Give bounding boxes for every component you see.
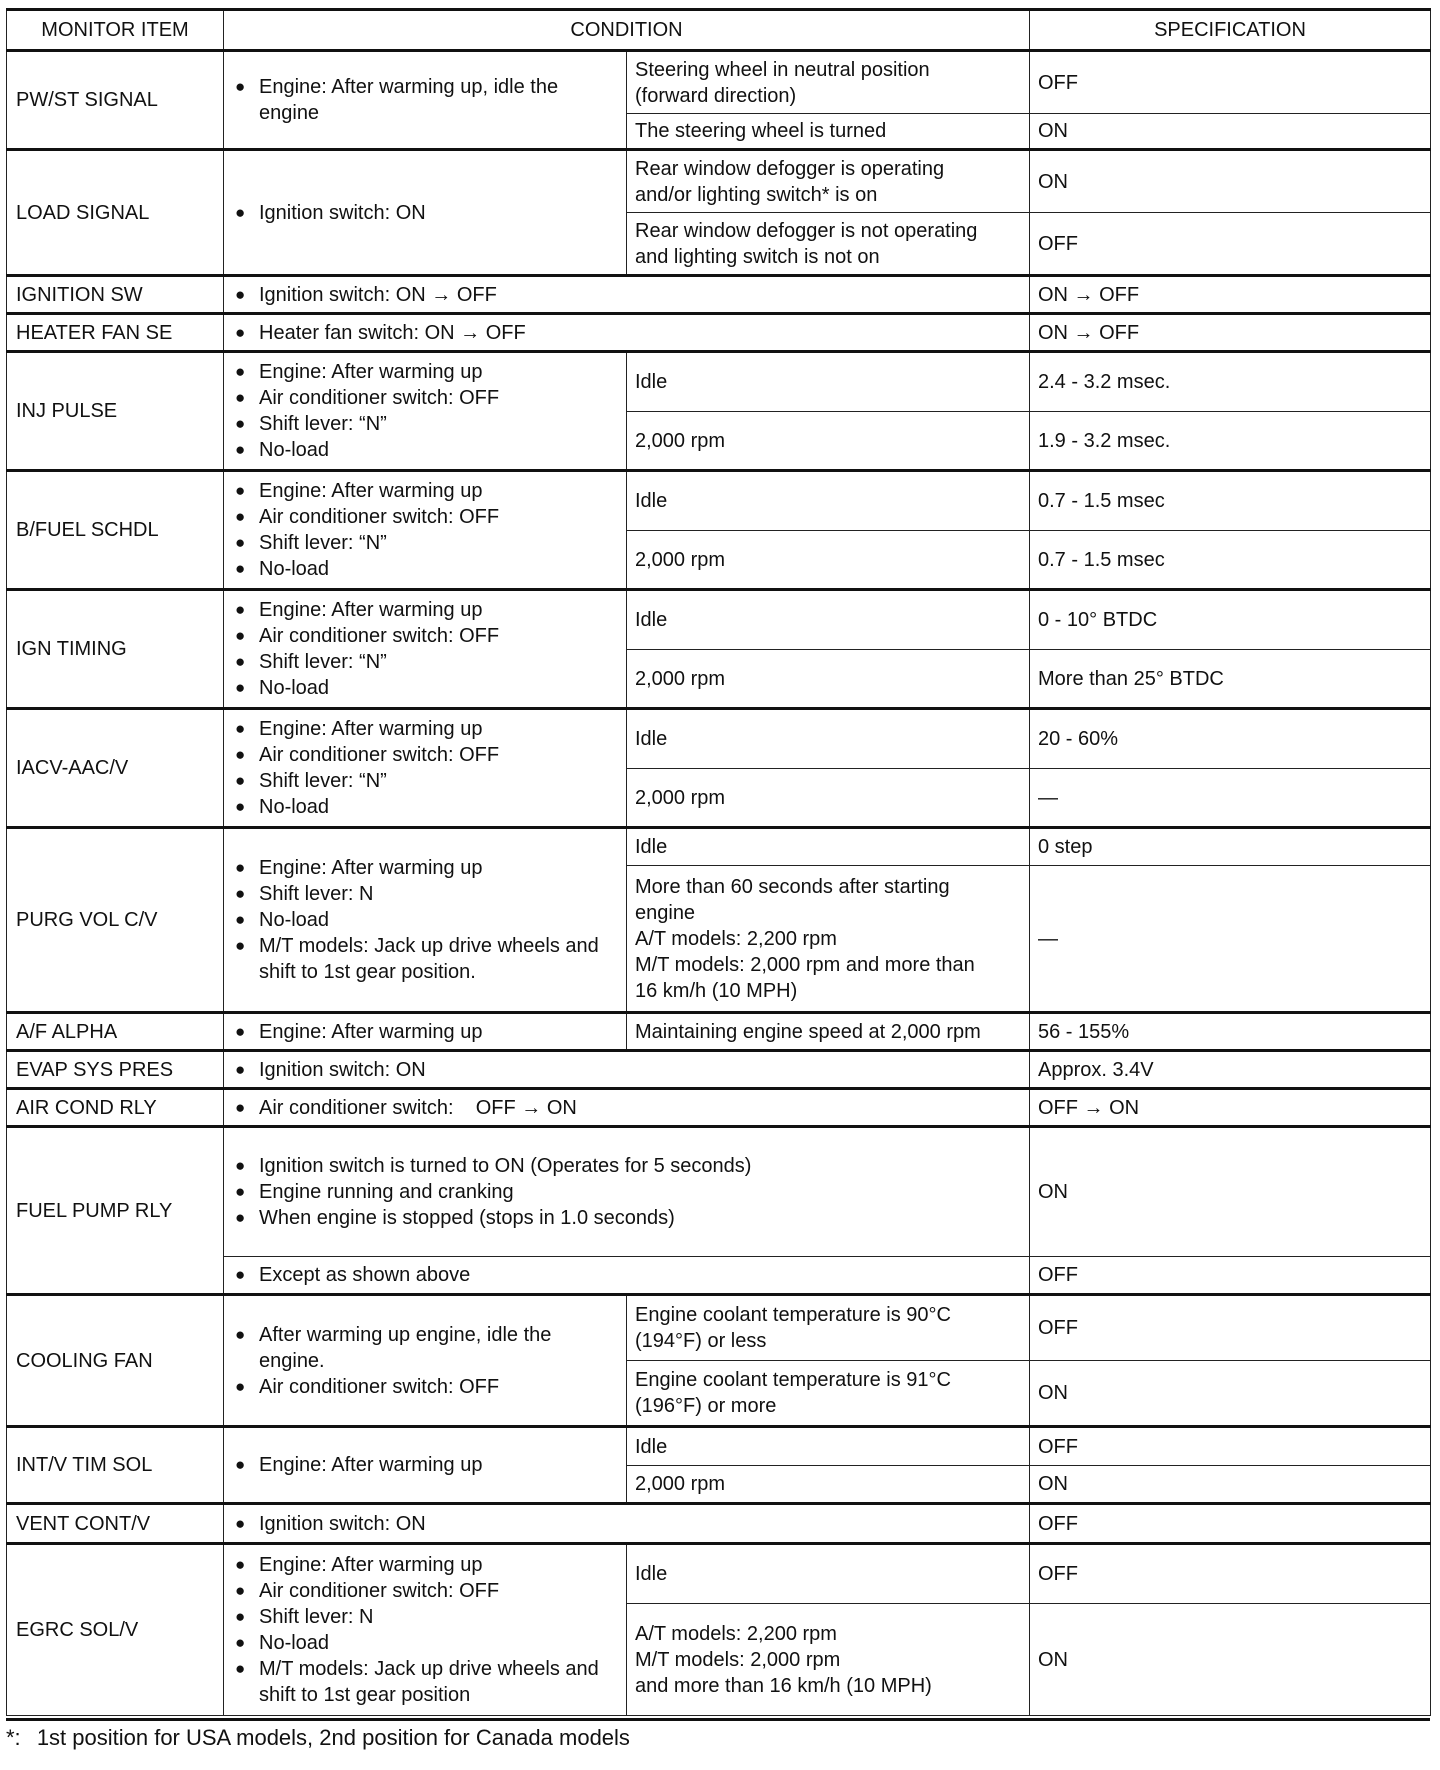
specification: OFF xyxy=(1030,1427,1431,1466)
monitor-item: A/F ALPHA xyxy=(7,1013,224,1051)
condition-item: ● M/T models: Jack up drive wheels and shift to 1st gear position. xyxy=(232,933,618,985)
condition-item: ● Ignition switch is turned to ON (Operates for 5 seconds) xyxy=(232,1153,1021,1179)
condition-cell xyxy=(224,1089,1030,1127)
sub-condition: Engine coolant temperature is 91°C (196°F) or more xyxy=(627,1361,1030,1427)
condition-item: ● Shift lever: “N” xyxy=(232,411,618,437)
sub-condition: Idle xyxy=(627,352,1030,412)
condition-item: ● Shift lever: N xyxy=(232,881,618,907)
monitor-item: IGNITION SW xyxy=(7,276,224,314)
condition-item: ● Engine: After warming up xyxy=(232,359,618,385)
table-row xyxy=(7,51,1431,114)
specification: OFF xyxy=(1030,51,1431,114)
condition-item: ● Heater fan switch: ON → OFF xyxy=(232,320,1021,346)
monitor-spec-table xyxy=(6,8,1431,1716)
condition-list xyxy=(232,855,618,985)
condition-item: ● Engine: After warming up xyxy=(232,716,618,742)
monitor-item: IGN TIMING xyxy=(7,590,224,709)
table-row xyxy=(7,1544,1431,1604)
footnote-mark: *: xyxy=(6,1725,21,1750)
table-row xyxy=(7,1089,1431,1127)
sub-condition: 2,000 rpm xyxy=(627,769,1030,828)
condition-item: ● Engine: After warming up, idle the engine xyxy=(232,74,618,126)
condition-list xyxy=(232,1153,1021,1231)
specification: OFF xyxy=(1030,1257,1431,1295)
condition-item: ● Engine: After warming up xyxy=(232,478,618,504)
specification: OFF xyxy=(1030,1544,1431,1604)
sub-condition: More than 60 seconds after starting engine A/T models: 2,200 rpm M/T models: 2,000 rpm and more than 16 km/h (10 MPH) xyxy=(627,866,1030,1013)
specification: 0.7 - 1.5 msec xyxy=(1030,471,1431,531)
specification: OFF → ON xyxy=(1030,1089,1431,1127)
condition-item: ● Shift lever: N xyxy=(232,1604,618,1630)
sub-condition: 2,000 rpm xyxy=(627,650,1030,709)
table-row xyxy=(7,352,1431,412)
specification: ON xyxy=(1030,1127,1431,1257)
monitor-item: INT/V TIM SOL xyxy=(7,1427,224,1504)
condition-item: ● Engine: After warming up xyxy=(232,1552,618,1578)
condition-list xyxy=(232,1095,1021,1121)
condition-cell xyxy=(224,314,1030,352)
header-condition: CONDITION xyxy=(224,10,1030,51)
condition-item: ● Air conditioner switch: OFF xyxy=(232,742,618,768)
monitor-item: PW/ST SIGNAL xyxy=(7,51,224,150)
condition-cell xyxy=(224,1504,1030,1544)
monitor-item: INJ PULSE xyxy=(7,352,224,471)
specification: Approx. 3.4V xyxy=(1030,1051,1431,1089)
condition-cell xyxy=(224,1295,627,1427)
condition-cell xyxy=(224,1013,627,1051)
condition-cell xyxy=(224,1544,627,1716)
condition-list xyxy=(232,1452,618,1478)
sub-condition: 2,000 rpm xyxy=(627,412,1030,471)
monitor-item: IACV-AAC/V xyxy=(7,709,224,828)
table-row xyxy=(7,150,1431,213)
sub-condition: 2,000 rpm xyxy=(627,1466,1030,1504)
specification: ON xyxy=(1030,150,1431,213)
table-row xyxy=(7,276,1431,314)
condition-item: ● When engine is stopped (stops in 1.0 seconds) xyxy=(232,1205,1021,1231)
specification: 20 - 60% xyxy=(1030,709,1431,769)
table-row xyxy=(7,314,1431,352)
condition-item: ● Engine running and cranking xyxy=(232,1179,1021,1205)
condition-item: ● Air conditioner switch: OFF xyxy=(232,1578,618,1604)
condition-list xyxy=(232,1057,1021,1083)
condition-item: ● Engine: After warming up xyxy=(232,597,618,623)
specification: ON xyxy=(1030,1466,1431,1504)
condition-item: ● Ignition switch: ON xyxy=(232,1057,1021,1083)
condition-list xyxy=(232,359,618,463)
table-row xyxy=(7,1427,1431,1466)
condition-cell xyxy=(224,1427,627,1504)
condition-item: ● No-load xyxy=(232,675,618,701)
specification: 0 step xyxy=(1030,828,1431,866)
sub-condition: Rear window defogger is not operating and lighting switch is not on xyxy=(627,213,1030,276)
specification: OFF xyxy=(1030,1504,1431,1544)
monitor-item: VENT CONT/V xyxy=(7,1504,224,1544)
specification: ON xyxy=(1030,1604,1431,1716)
condition-item: ● After warming up engine, idle the engine. xyxy=(232,1322,618,1374)
condition-list xyxy=(232,1019,618,1045)
specification: 2.4 - 3.2 msec. xyxy=(1030,352,1431,412)
condition-list xyxy=(232,282,1021,308)
condition-item: ● Ignition switch: ON xyxy=(232,1511,1021,1537)
condition-list xyxy=(232,74,618,126)
monitor-item: LOAD SIGNAL xyxy=(7,150,224,276)
table-row xyxy=(7,709,1431,769)
monitor-item: AIR COND RLY xyxy=(7,1089,224,1127)
header-monitor-item: MONITOR ITEM xyxy=(7,10,224,51)
table-row xyxy=(7,1013,1431,1051)
condition-item: ● No-load xyxy=(232,1630,618,1656)
condition-list xyxy=(232,1322,618,1400)
condition-list xyxy=(232,1511,1021,1537)
condition-item: ● Air conditioner switch: OFF xyxy=(232,623,618,649)
condition-item: ● Shift lever: “N” xyxy=(232,649,618,675)
condition-item: ● No-load xyxy=(232,907,618,933)
sub-condition: A/T models: 2,200 rpm M/T models: 2,000 rpm and more than 16 km/h (10 MPH) xyxy=(627,1604,1030,1716)
document xyxy=(6,8,1430,1751)
specification: More than 25° BTDC xyxy=(1030,650,1431,709)
condition-item: ● Ignition switch: ON → OFF xyxy=(232,282,1021,308)
condition-list xyxy=(232,200,618,226)
condition-item: ● Ignition switch: ON xyxy=(232,200,618,226)
condition-item: ● Air conditioner switch: OFF xyxy=(232,385,618,411)
table-row xyxy=(7,590,1431,650)
condition-cell xyxy=(224,150,627,276)
monitor-item: HEATER FAN SE xyxy=(7,314,224,352)
sub-condition: Engine coolant temperature is 90°C (194°F) or less xyxy=(627,1295,1030,1361)
table-header xyxy=(7,10,1431,51)
specification: 0.7 - 1.5 msec xyxy=(1030,531,1431,590)
condition-item: ● Air conditioner switch: OFF → ON xyxy=(232,1095,1021,1121)
condition-item: ● Shift lever: “N” xyxy=(232,530,618,556)
specification: 56 - 155% xyxy=(1030,1013,1431,1051)
specification: ON xyxy=(1030,114,1431,150)
condition-cell xyxy=(224,590,627,709)
table-row xyxy=(7,1051,1431,1089)
monitor-item: EGRC SOL/V xyxy=(7,1544,224,1716)
monitor-item: EVAP SYS PRES xyxy=(7,1051,224,1089)
condition-cell xyxy=(224,709,627,828)
condition-cell xyxy=(224,352,627,471)
condition-item: ● M/T models: Jack up drive wheels and shift to 1st gear position xyxy=(232,1656,618,1708)
specification: — xyxy=(1030,769,1431,828)
condition-item: ● Except as shown above xyxy=(232,1262,1021,1288)
condition-cell xyxy=(224,828,627,1013)
footnote xyxy=(6,1718,1430,1751)
sub-condition: Idle xyxy=(627,709,1030,769)
sub-condition: Maintaining engine speed at 2,000 rpm xyxy=(627,1013,1030,1051)
condition-list xyxy=(232,320,1021,346)
sub-condition: 2,000 rpm xyxy=(627,531,1030,590)
monitor-item: FUEL PUMP RLY xyxy=(7,1127,224,1295)
specification: ON → OFF xyxy=(1030,276,1431,314)
condition-item: ● Shift lever: “N” xyxy=(232,768,618,794)
sub-condition: Steering wheel in neutral position (forward direction) xyxy=(627,51,1030,114)
condition-list xyxy=(232,597,618,701)
table-row xyxy=(7,1127,1431,1257)
specification: 1.9 - 3.2 msec. xyxy=(1030,412,1431,471)
table-row xyxy=(7,1295,1431,1361)
specification: ON → OFF xyxy=(1030,314,1431,352)
table-row xyxy=(7,828,1431,866)
condition-item: ● Engine: After warming up xyxy=(232,855,618,881)
table-row xyxy=(7,471,1431,531)
sub-condition: Idle xyxy=(627,828,1030,866)
sub-condition: Rear window defogger is operating and/or lighting switch* is on xyxy=(627,150,1030,213)
monitor-item: PURG VOL C/V xyxy=(7,828,224,1013)
condition-list xyxy=(232,1262,1021,1288)
sub-condition: Idle xyxy=(627,590,1030,650)
sub-condition: Idle xyxy=(627,1427,1030,1466)
specification: OFF xyxy=(1030,213,1431,276)
specification: ON xyxy=(1030,1361,1431,1427)
condition-cell xyxy=(224,1257,1030,1295)
condition-list xyxy=(232,716,618,820)
table-row xyxy=(7,1504,1431,1544)
condition-item: ● Air conditioner switch: OFF xyxy=(232,1374,618,1400)
condition-item: ● Air conditioner switch: OFF xyxy=(232,504,618,530)
monitor-item: COOLING FAN xyxy=(7,1295,224,1427)
specification: 0 - 10° BTDC xyxy=(1030,590,1431,650)
condition-list xyxy=(232,1552,618,1708)
specification: — xyxy=(1030,866,1431,1013)
condition-cell xyxy=(224,1051,1030,1089)
sub-condition: The steering wheel is turned xyxy=(627,114,1030,150)
condition-cell xyxy=(224,471,627,590)
condition-item: ● Engine: After warming up xyxy=(232,1019,618,1045)
sub-condition: Idle xyxy=(627,471,1030,531)
condition-item: ● No-load xyxy=(232,556,618,582)
header-specification: SPECIFICATION xyxy=(1030,10,1431,51)
condition-item: ● No-load xyxy=(232,794,618,820)
monitor-item: B/FUEL SCHDL xyxy=(7,471,224,590)
footnote-text: 1st position for USA models, 2nd position for Canada models xyxy=(36,1725,630,1750)
specification: OFF xyxy=(1030,1295,1431,1361)
sub-condition: Idle xyxy=(627,1544,1030,1604)
condition-list xyxy=(232,478,618,582)
condition-cell xyxy=(224,51,627,150)
condition-cell xyxy=(224,276,1030,314)
condition-item: ● Engine: After warming up xyxy=(232,1452,618,1478)
condition-cell xyxy=(224,1127,1030,1257)
condition-item: ● No-load xyxy=(232,437,618,463)
